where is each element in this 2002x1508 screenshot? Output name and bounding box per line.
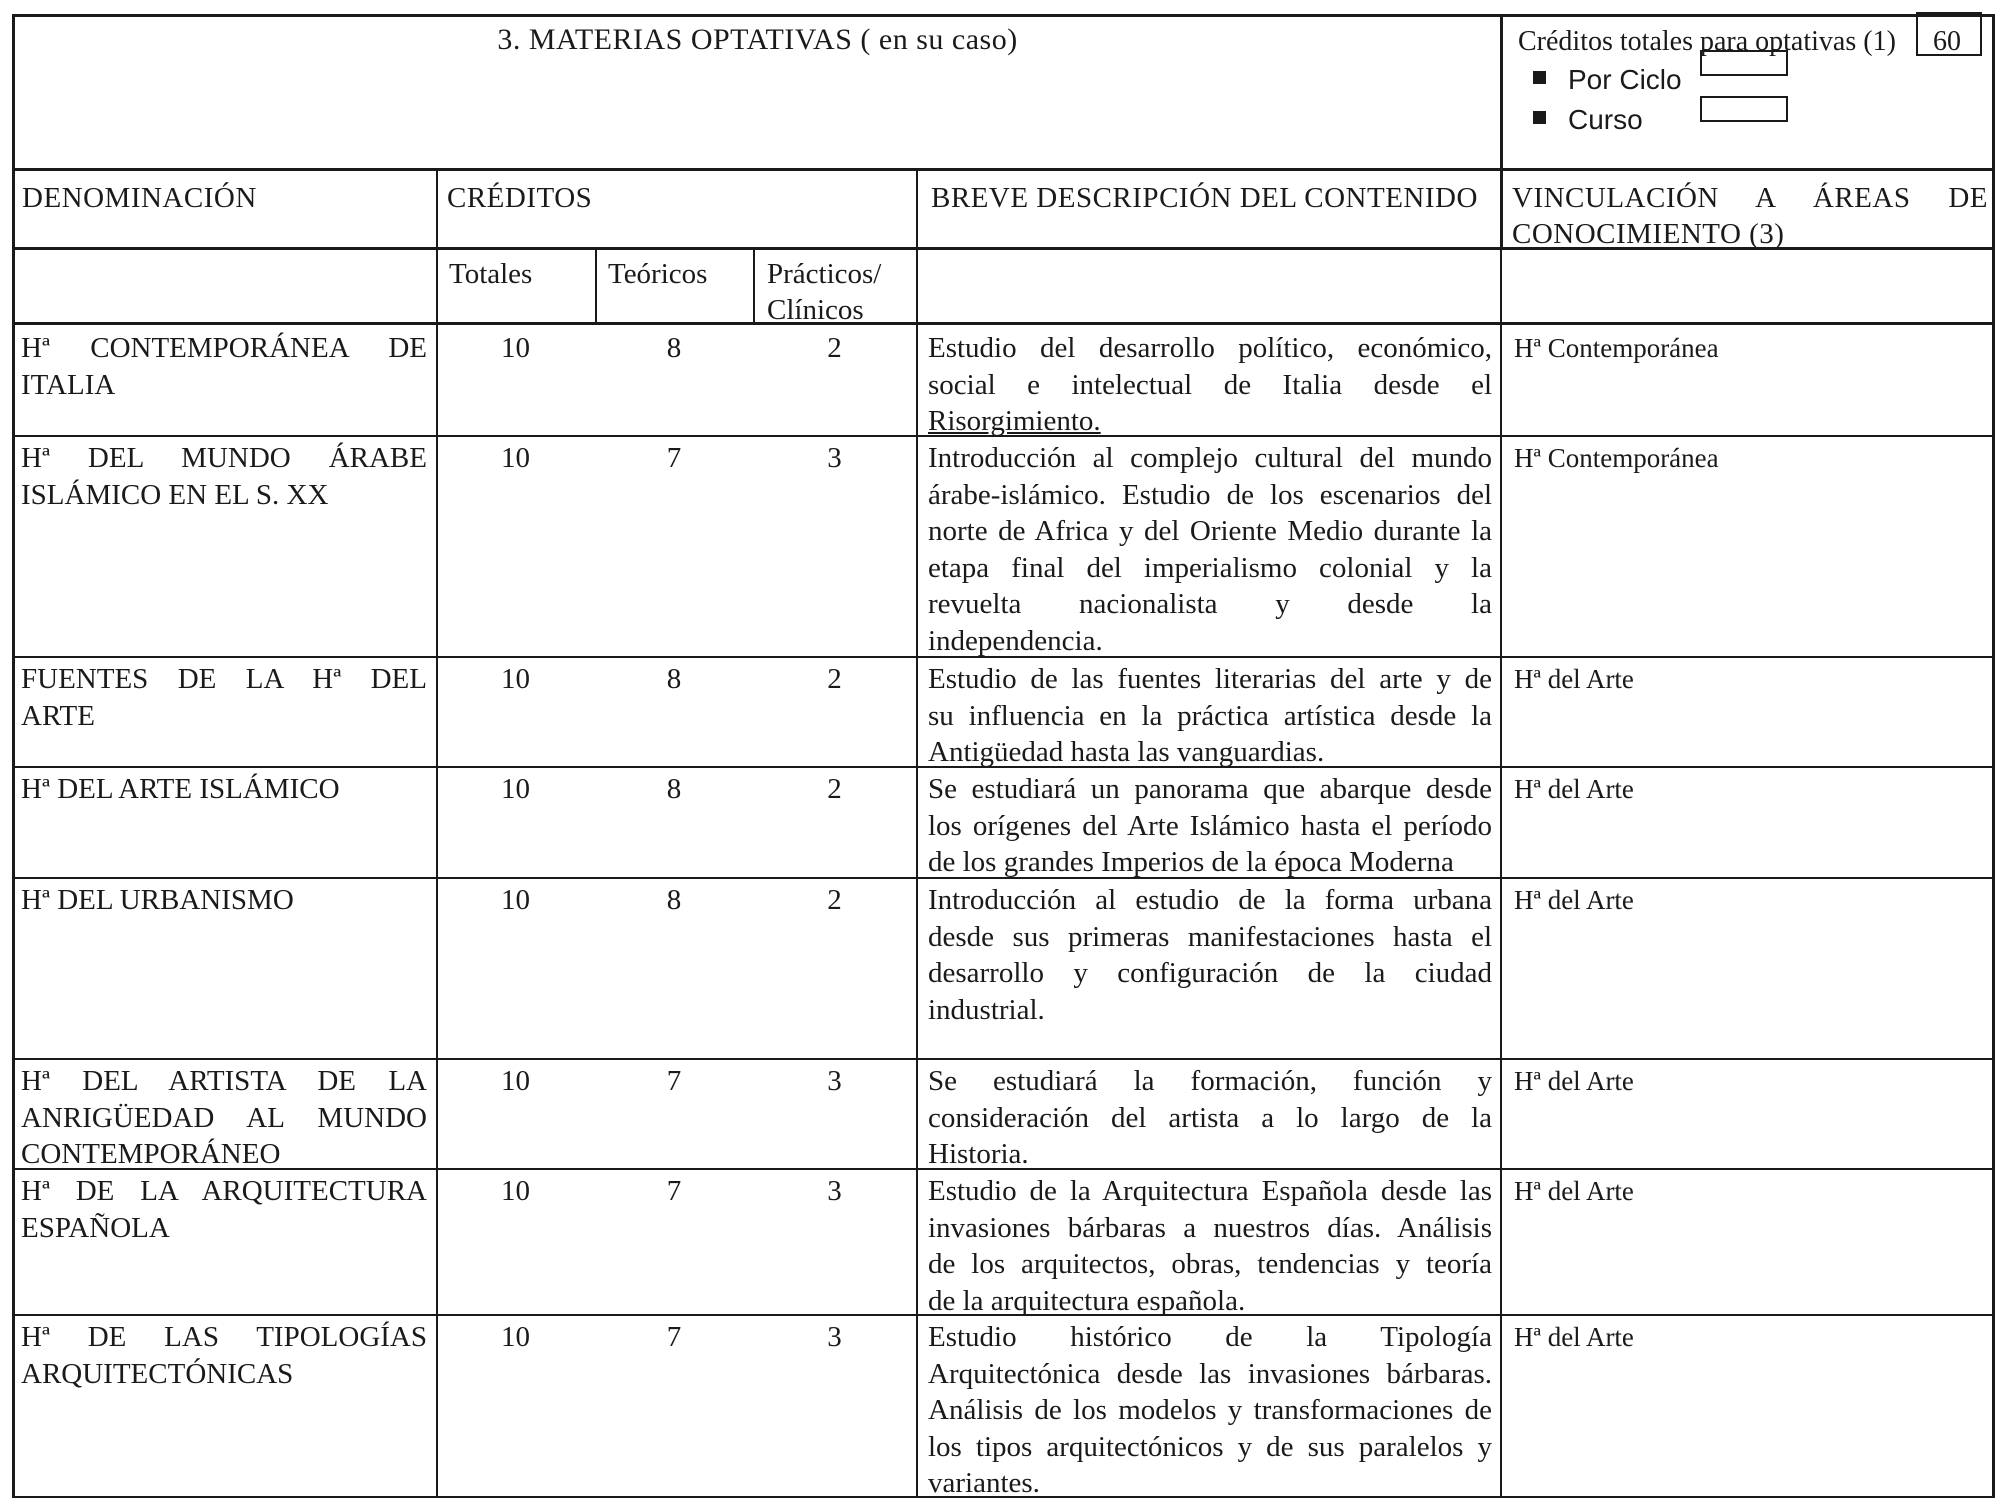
credits-teoricos: 7 [666, 1321, 682, 1353]
left-border-body [12, 325, 15, 1498]
subject-name-line: Hª DE LAS TIPOLOGÍAS [21, 1321, 427, 1353]
subject-description-line: de los grandes Imperios de la época Moderna [928, 846, 1454, 878]
credits-total-label: Créditos totales para optativas (1) [1518, 26, 1896, 57]
col-header-vinculacion-line2: CONOCIMIENTO (3) [1512, 218, 1785, 250]
right-border [1992, 14, 1995, 1496]
curso-label: Curso [1568, 104, 1643, 135]
subject-description-line: Risorgimiento. [928, 405, 1101, 437]
subject-description [928, 1319, 1492, 1502]
subject-name-line: ARTE [21, 699, 95, 732]
subject-description-line: social e intelectual de Italia desde el [928, 368, 1492, 401]
col-divider-5-head [1500, 168, 1502, 324]
subject-name-line: Hª CONTEMPORÁNEA DE [21, 332, 427, 364]
subject-name [21, 440, 427, 513]
subject-name-line: ARQUITECTÓNICAS [21, 1357, 294, 1390]
subject-description-line: variantes. [928, 1467, 1040, 1499]
credits-totales: 10 [501, 1175, 530, 1207]
subject-description-line: árabe-islámico. Estudio de los escenarios del [928, 478, 1492, 511]
knowledge-area: Hª del Arte [1514, 1322, 1634, 1352]
por-ciclo-label: Por Ciclo [1568, 64, 1682, 95]
subject-description [928, 1173, 1492, 1319]
subject-description-line: Análisis de los modelos y transformaciones de [928, 1394, 1492, 1426]
subject-name [21, 330, 427, 403]
subject-description-line: Antigüedad hasta las vanguardias. [928, 736, 1325, 768]
subject-description-line: Se estudiará un panorama que abarque desde [928, 773, 1492, 805]
credits-teoricos: 7 [666, 442, 682, 474]
section-title: 3. MATERIAS OPTATIVAS ( en su caso) [497, 23, 1018, 56]
knowledge-area: Hª del Arte [1514, 885, 1634, 915]
subject-description [928, 330, 1492, 440]
subject-name-line: Hª DEL ARTE ISLÁMICO [21, 773, 340, 805]
col-header-vinculacion-line1: VINCULACIÓN A ÁREAS DE [1512, 182, 1988, 214]
subject-name-line: ISLÁMICO EN EL S. XX [21, 478, 329, 511]
subject-description-line: Introducción al complejo cultural del mundo [928, 442, 1492, 474]
subject-name-line: Hª DEL MUNDO ÁRABE [21, 442, 427, 474]
col-divider-2-sub [595, 247, 597, 324]
col-header-totales: Totales [449, 258, 533, 290]
subject-name [21, 1063, 427, 1173]
subject-description [928, 882, 1492, 1028]
col-header-practicos-line1: Prácticos/ [767, 258, 882, 290]
curso-checkbox[interactable] [1700, 96, 1788, 122]
subject-name-line: FUENTES DE LA Hª DEL [21, 663, 427, 695]
subject-description-line: Se estudiará la formación, función y [928, 1065, 1492, 1097]
credits-totales: 10 [501, 1321, 530, 1353]
credits-practicos: 3 [827, 1175, 842, 1207]
col-divider-4-head [916, 168, 918, 324]
subject-description-line: etapa final del imperialismo colonial y la [928, 551, 1492, 584]
credits-totales: 10 [501, 332, 530, 364]
credits-practicos: 2 [827, 884, 842, 916]
knowledge-area: Hª del Arte [1514, 1066, 1634, 1096]
col-divider-5-body [1500, 325, 1502, 1498]
subhead-bottom-line [12, 322, 1995, 325]
credits-practicos: 3 [827, 1065, 842, 1097]
subject-description-line: Estudio del desarrollo político, económico, [928, 332, 1492, 364]
col-header-teoricos: Teóricos [608, 258, 708, 290]
subject-name-line: ESPAÑOLA [21, 1211, 170, 1244]
col-header-denominacion: DENOMINACIÓN [22, 182, 257, 214]
subject-description-line: consideración del artista a lo largo de la [928, 1101, 1492, 1134]
subject-name-line: ITALIA [21, 368, 116, 401]
credits-practicos: 2 [827, 663, 842, 695]
subject-description-line: los tipos arquitectónicos y de sus paralelos y [928, 1430, 1492, 1463]
por-ciclo-bullet-icon [1533, 71, 1546, 84]
subject-description-line: Estudio histórico de la Tipología [928, 1321, 1492, 1353]
subject-description-line: Arquitectónica desde las invasiones bárbaras. [928, 1357, 1492, 1390]
col-divider-1-head [436, 168, 438, 324]
subject-description [928, 661, 1492, 771]
credits-practicos: 3 [827, 1321, 842, 1353]
subject-name [21, 1173, 427, 1246]
subject-description-line: desarrollo y configuración de la ciudad [928, 957, 1492, 989]
subject-name-line: Hª DEL ARTISTA DE LA [21, 1065, 427, 1097]
row-separator [12, 1058, 1995, 1060]
col-header-practicos-line2: Clínicos [767, 294, 864, 326]
subject-name-line: ANRIGÜEDAD AL MUNDO [21, 1101, 427, 1134]
col-divider-3-sub [753, 247, 755, 324]
subject-description-line: su influencia en la práctica artística desde la [928, 699, 1492, 732]
col-header-vinculacion [1512, 180, 1988, 252]
credits-totales: 10 [501, 663, 530, 695]
subject-description-line: revuelta nacionalista y desde la [928, 588, 1492, 620]
subject-description-line: de los arquitectos, obras, tendencias y teoría [928, 1248, 1492, 1280]
credits-totales: 10 [501, 442, 530, 474]
subject-name-line: Hª DE LA ARQUITECTURA [21, 1175, 427, 1207]
subject-description-line: Introducción al estudio de la forma urbana [928, 884, 1492, 916]
subject-description [928, 771, 1492, 881]
subject-description-line: norte de Africa y del Oriente Medio durante la [928, 515, 1492, 547]
credits-total-value: 60 [1933, 26, 1961, 57]
knowledge-area: Hª Contemporánea [1514, 443, 1719, 473]
subject-description [928, 440, 1492, 659]
credits-practicos: 3 [827, 442, 842, 474]
col-divider-4-body [916, 325, 918, 1498]
col-header-descripcion: BREVE DESCRIPCIÓN DEL CONTENIDO [931, 182, 1478, 214]
credits-practicos: 2 [827, 773, 842, 805]
title-bottom-line [12, 168, 1995, 171]
subject-description-line: Historia. [928, 1138, 1029, 1170]
credits-practicos: 2 [827, 332, 842, 364]
subject-description-line: invasiones bárbaras a nuestros días. Análisis [928, 1211, 1492, 1244]
credits-totales: 10 [501, 1065, 530, 1097]
col-header-practicos [767, 256, 881, 328]
subject-description-line: de la arquitectura española. [928, 1284, 1246, 1317]
knowledge-area: Hª del Arte [1514, 1176, 1634, 1206]
credits-totales: 10 [501, 884, 530, 916]
subject-description-line: industrial. [928, 993, 1045, 1026]
subject-name [21, 661, 427, 734]
subject-description-line: independencia. [928, 624, 1103, 657]
credits-teoricos: 7 [666, 1175, 682, 1207]
knowledge-area: Hª del Arte [1514, 664, 1634, 694]
knowledge-area: Hª Contemporánea [1514, 333, 1719, 363]
credits-teoricos: 8 [666, 884, 682, 916]
subject-name-line: CONTEMPORÁNEO [21, 1138, 281, 1170]
subject-description-line: Estudio de la Arquitectura Española desde las [928, 1175, 1492, 1207]
credits-teoricos: 8 [666, 332, 682, 364]
subject-name-line: Hª DEL URBANISMO [21, 884, 294, 916]
subject-name [21, 882, 427, 919]
subject-description-line: desde sus primeras manifestaciones hasta el [928, 920, 1492, 953]
curso-bullet-icon [1533, 111, 1546, 124]
col-header-creditos: CRÉDITOS [447, 182, 593, 214]
credits-teoricos: 8 [666, 773, 682, 805]
por-ciclo-checkbox[interactable] [1700, 50, 1788, 76]
top-border [12, 14, 1995, 17]
subject-description-line: los orígenes del Arte Islámico hasta el período [928, 809, 1492, 842]
knowledge-area: Hª del Arte [1514, 774, 1634, 804]
credits-totales: 10 [501, 773, 530, 805]
credits-teoricos: 7 [666, 1065, 682, 1097]
subject-description [928, 1063, 1492, 1173]
subject-name [21, 771, 427, 808]
credits-teoricos: 8 [666, 663, 682, 695]
subject-description-line: Estudio de las fuentes literarias del arte y de [928, 663, 1492, 695]
subject-name [21, 1319, 427, 1392]
